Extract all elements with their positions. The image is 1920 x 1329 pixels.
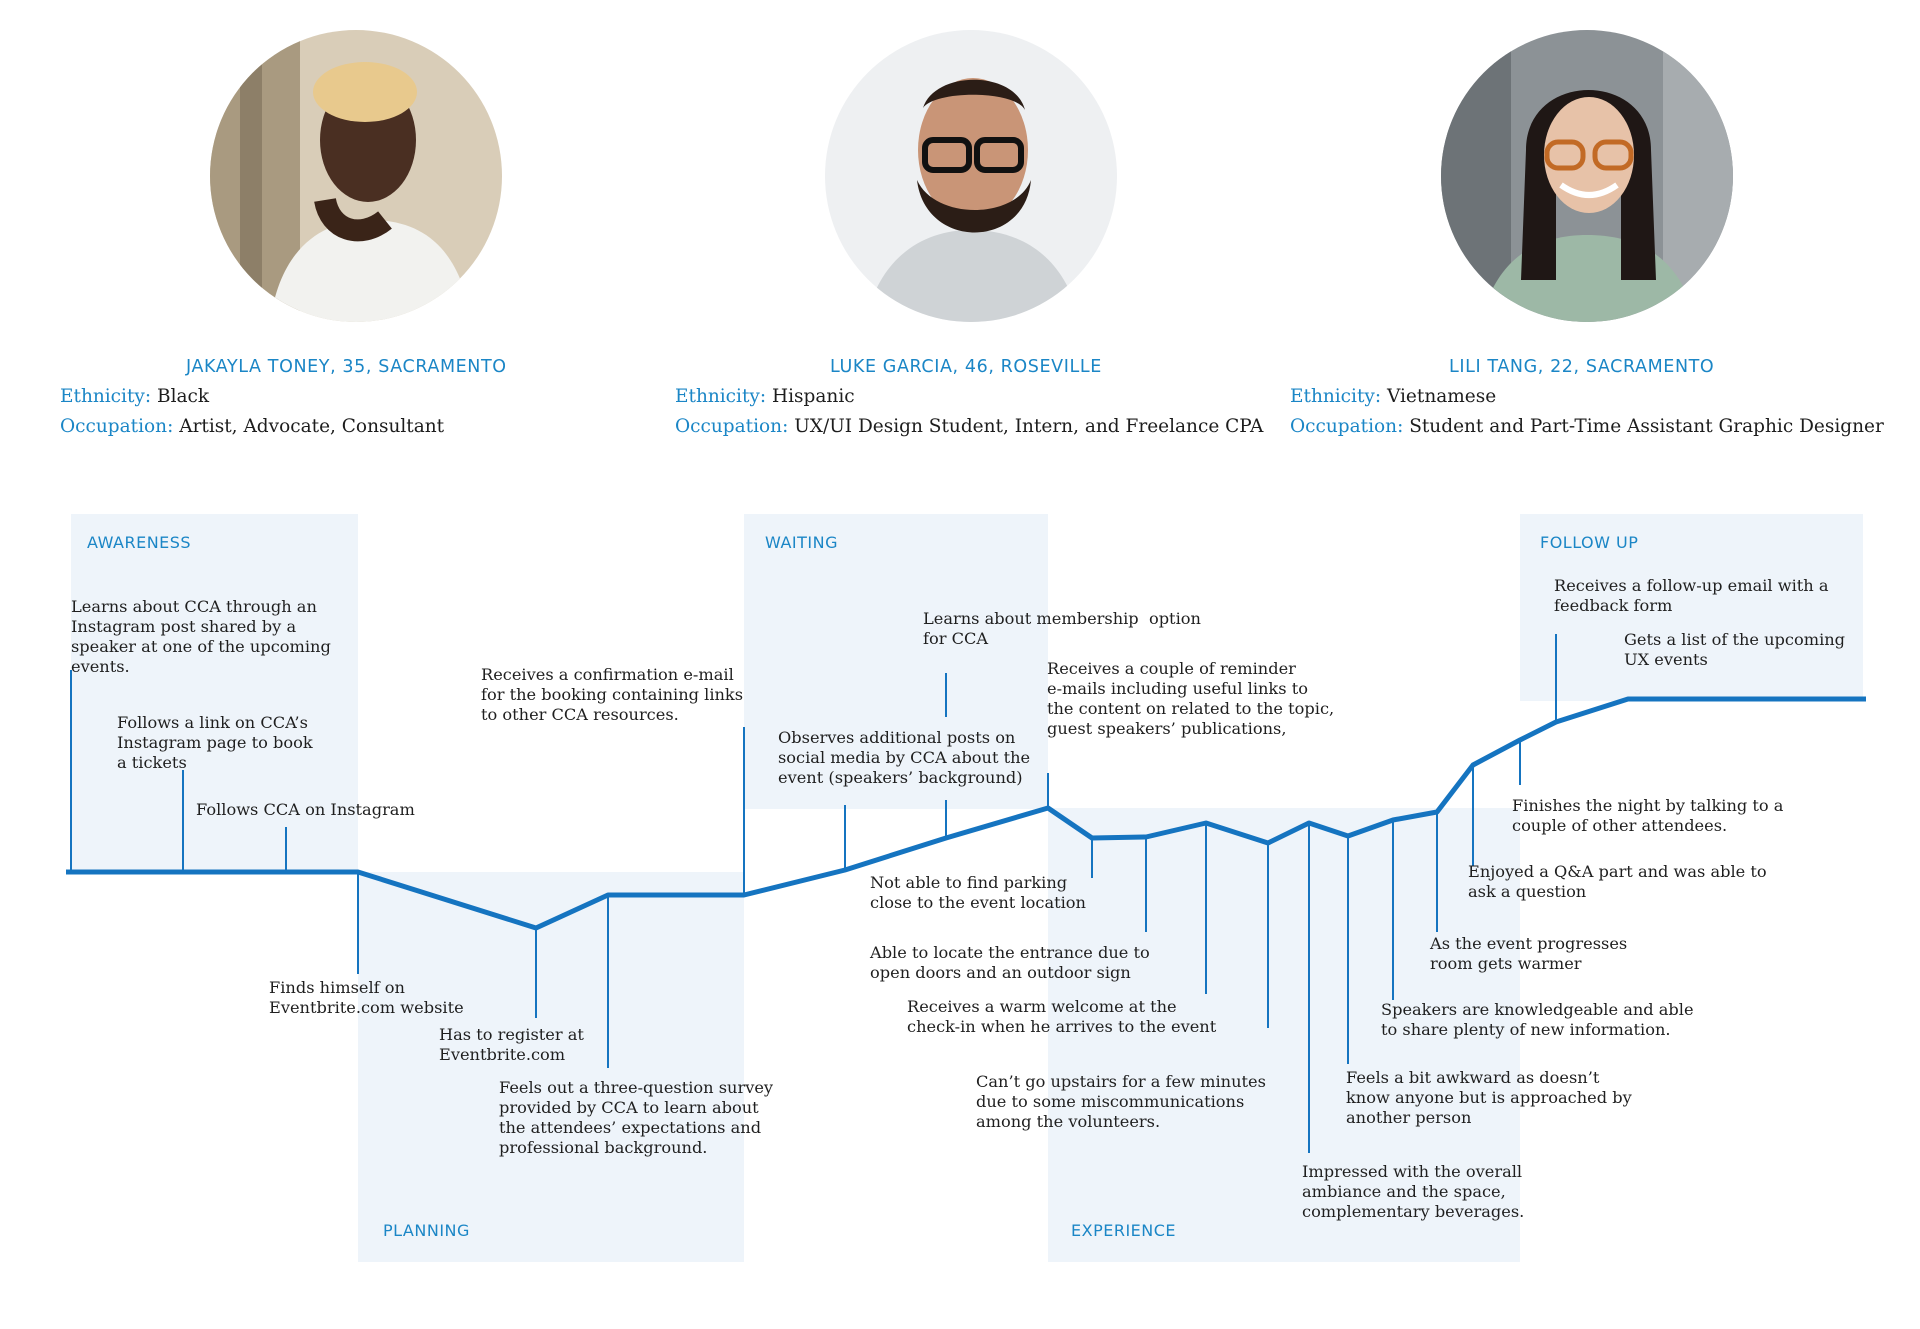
occupation-value: UX/UI Design Student, Intern, and Freelance CPA — [794, 416, 1264, 437]
journey-note: Finds himself on Eventbrite.com website — [269, 978, 464, 1017]
journey-note: Feels out a three-question survey provided by CCA to learn about the attendees’ expectations and professional background. — [499, 1078, 774, 1157]
persona-ethnicity-3 — [1290, 386, 1496, 407]
persona-occupation-1 — [60, 416, 444, 437]
occupation-value: Artist, Advocate, Consultant — [179, 416, 445, 437]
persona-photo-luke — [825, 30, 1117, 322]
ethnicity-label: Ethnicity: — [675, 386, 767, 407]
phase-label-planning: PLANNING — [383, 1221, 470, 1240]
journey-note: Gets a list of the upcoming UX events — [1624, 630, 1846, 669]
phase-label-waiting: WAITING — [765, 533, 838, 552]
persona-name-1: JAKAYLA TONEY, 35, SACRAMENTO — [186, 357, 507, 377]
phase-label-experience: EXPERIENCE — [1071, 1221, 1177, 1240]
journey-note: Receives a warm welcome at the check-in when he arrives to the event — [907, 997, 1217, 1036]
ethnicity-label: Ethnicity: — [1290, 386, 1382, 407]
journey-note: Feels a bit awkward as doesn’t know anyone but is approached by another person — [1346, 1068, 1632, 1127]
journey-note: Has to register at Eventbrite.com — [439, 1025, 584, 1064]
persona-ethnicity-1 — [60, 386, 209, 407]
journey-note: Follows CCA on Instagram — [196, 800, 415, 819]
journey-note: Enjoyed a Q&A part and was able to ask a question — [1468, 862, 1767, 901]
journey-note: Speakers are knowledgeable and able to share plenty of new information. — [1381, 1000, 1694, 1039]
ethnicity-value: Vietnamese — [1386, 386, 1497, 407]
persona-name-3: LILI TANG, 22, SACRAMENTO — [1449, 357, 1715, 377]
persona-occupation-2 — [675, 416, 1263, 437]
phase-label-awareness: AWARENESS — [87, 533, 192, 552]
persona-occupation-3 — [1290, 416, 1884, 437]
journey-note: Impressed with the overall ambiance and the space, complementary beverages. — [1302, 1162, 1525, 1221]
journey-note: Learns about membership option for CCA — [923, 609, 1201, 648]
occupation-label: Occupation: — [675, 416, 789, 437]
phase-label-follow-up: FOLLOW UP — [1540, 533, 1639, 552]
journey-note: Can’t go upstairs for a few minutes due to some miscommunications among the volunteers. — [976, 1072, 1266, 1131]
avatar — [1441, 30, 1733, 322]
ethnicity-label: Ethnicity: — [60, 386, 152, 407]
journey-note: Receives a couple of reminder e-mails including useful links to the content on related to the topic, guest speakers’ publications, — [1047, 659, 1335, 738]
journey-note: Not able to find parking close to the event location — [870, 873, 1086, 912]
occupation-label: Occupation: — [1290, 416, 1404, 437]
journey-note: As the event progresses room gets warmer — [1430, 934, 1628, 973]
persona-photo-lili — [1441, 30, 1733, 322]
avatar — [825, 30, 1117, 322]
persona-name-2: LUKE GARCIA, 46, ROSEVILLE — [830, 357, 1102, 377]
journey-note: Finishes the night by talking to a couple of other attendees. — [1512, 796, 1784, 835]
persona-photo-jakayla — [210, 30, 502, 322]
journey-note: Observes additional posts on social media by CCA about the event (speakers’ background) — [778, 728, 1031, 787]
journey-note: Able to locate the entrance due to open doors and an outdoor sign — [870, 943, 1150, 982]
occupation-label: Occupation: — [60, 416, 174, 437]
journey-note: Follows a link on CCA’s Instagram page to book a tickets — [117, 713, 313, 772]
ethnicity-value: Hispanic — [771, 386, 855, 407]
journey-note: Receives a follow-up email with a feedback form — [1554, 576, 1829, 615]
occupation-value: Student and Part-Time Assistant Graphic Designer — [1409, 416, 1884, 437]
ethnicity-value: Black — [156, 386, 210, 407]
journey-note: Learns about CCA through an Instagram post shared by a speaker at one of the upcoming events. — [71, 597, 331, 676]
avatar — [210, 30, 502, 322]
persona-ethnicity-2 — [675, 386, 855, 407]
journey-note: Receives a confirmation e-mail for the booking containing links to other CCA resources. — [481, 665, 744, 724]
